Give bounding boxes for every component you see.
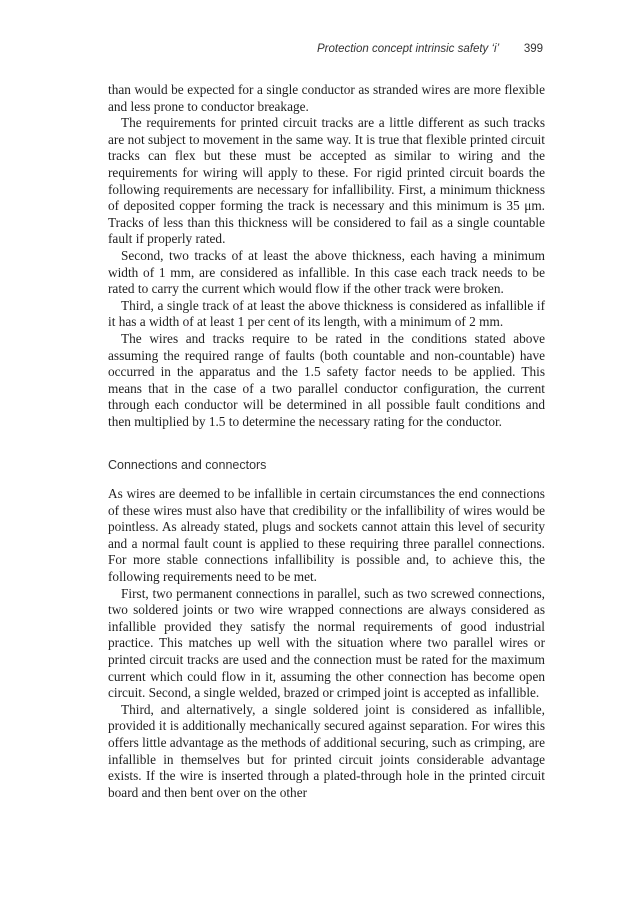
paragraph: Third, a single track of at least the above thickness is considered as infallible if it has a width of at least 1 per cent of its length, with a minimum of 2 mm.: [108, 297, 545, 330]
paragraph: First, two permanent connections in parallel, such as two screwed connections, two soldered joints or two wire wrapped connections are always considered as infallible provided they satisfy the normal requirements of good industrial practice. This matches up well with the situation where two parallel wires or printed circuit tracks are used and the connection must be rated for the maximum current which could flow in it, assuming the other connection has become open circuit. Second, a single welded, brazed or crimped joint is accepted as infallible.: [108, 585, 545, 701]
paragraph: As wires are deemed to be infallible in certain circumstances the end connections of these wires must also have that credibility or the infallibility of wires would be pointless. As already stated, plugs and sockets cannot attain this level of security and a normal fault count is applied to these requiring three parallel connections. For more stable connections infallibility is possible and, to achieve this, the following requirements need to be met.: [108, 486, 545, 584]
section-heading: Connections and connectors: [108, 458, 267, 472]
body-text-connections: [108, 486, 545, 801]
paragraph: The wires and tracks require to be rated in the conditions stated above assuming the required range of faults (both countable and non-countable) have occurred in the apparatus and the 1.5 safety factor needs to be applied. This means that in the case of a two parallel conductor configuration, the current through each conductor will be determined in all possible fault conditions and then multiplied by 1.5 to determine the necessary rating for the conductor.: [108, 330, 545, 429]
page-number: 399: [523, 43, 543, 55]
running-header: [317, 43, 543, 59]
paragraph: Third, and alternatively, a single soldered joint is considered as infallible, provided it is additionally mechanically secured against separation. For wires this offers little advantage as the methods of additional securing, such as crimping, are infallible in themselves but for printed circuit joints considerable advantage exists. If the wire is inserted through a plated-through hole in the printed circuit board and then bent over on the other: [108, 701, 545, 800]
running-title: Protection concept intrinsic safety ‘i’: [317, 43, 500, 55]
paragraph: The requirements for printed circuit tracks are a little different as such tracks are not subject to movement in the same way. It is true that flexible printed circuit tracks can flex but these must be accepted as similar to wiring and the requirements for wiring will apply to these. For rigid printed circuit boards the following requirements are necessary for infallibility. First, a minimum thickness of deposited copper forming the track is necessary and this minimum is 35 μm. Tracks of less than this thickness will be considered to fail as a single countable fault if properly rated.: [108, 115, 545, 247]
paragraph: than would be expected for a single conductor as stranded wires are more flexible and less prone to conductor breakage.: [108, 82, 545, 114]
paragraph: Second, two tracks of at least the above thickness, each having a minimum width of 1 mm, are considered as infallible. In this case each track needs to be rated to carry the current which would flow if the other track were broken.: [108, 247, 545, 297]
body-text-top: [108, 82, 545, 430]
